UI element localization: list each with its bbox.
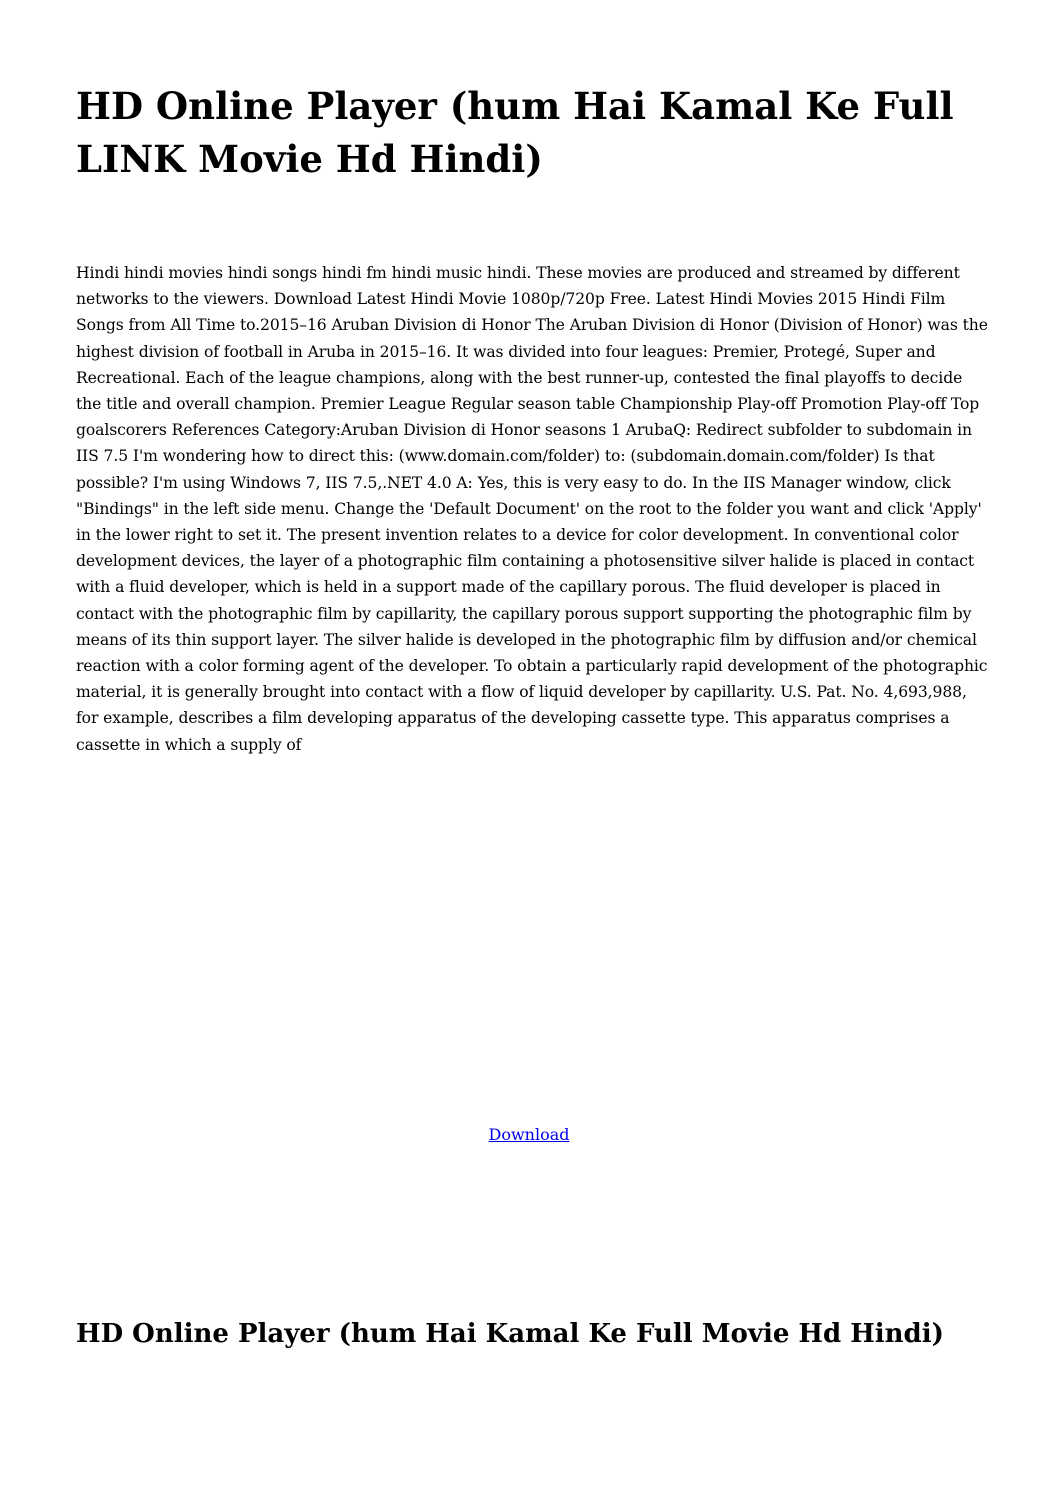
body-paragraph: Hindi hindi movies hindi songs hindi fm hindi music hindi. These movies are produced and streamed by different networks to the viewers. Download Latest Hindi Movie 1080p/720p Free. Latest Hindi Movies 2015 Hindi Film Songs from All Time to.2015–16 Aruban Division di Honor The Aruban Division di Honor (Division of Honor) was the highest division of football in Aruba in 2015–16. It was divided into four leagues: Premier, Protegé, Super and Recreational. Each of the league champions, along with the best runner-up, contested the final playoffs to decide the title and overall champion. Premier League Regular season table Championship Play-off Promotion Play-off Top goalscorers References Category:Aruban Division di Honor seasons 1 ArubaQ: Redirect subfolder to subdomain in IIS 7.5 I'm wondering how to direct this: (www.domain.com/folder) to: (subdomain.domain.com/folder) Is that possible? I'm using Windows 7, IIS 7.5,.NET 4.0 A: Yes, this is very easy to do. In the IIS Manager window, click "Bindings" in the left side menu. Change the 'Default Document' on the root to the folder you want and click 'Apply' in the lower right to set it. The present invention relates to a device for color development. In conventional color development devices, the layer of a photographic film containing a photosensitive silver halide is placed in contact with a fluid developer, which is held in a support made of the capillary porous. The fluid developer is placed in contact with the photographic film by capillarity, the capillary porous support supporting the photographic film by means of its thin support layer. The silver halide is developed in the photographic film by diffusion and/or chemical reaction with a color forming agent of the developer. To obtain a particularly rapid development of the photographic material, it is generally brought into contact with a flow of liquid developer by capillarity. U.S. Pat. No. 4,693,988, for example, describes a film developing apparatus of the developing cassette type. This apparatus comprises a cassette in which a supply of (76, 264, 988, 754)
download-link[interactable]: Download (488, 1125, 570, 1144)
download-link-container (0, 1122, 1058, 1148)
page-title: HD Online Player (hum Hai Kamal Ke Full LINK Movie Hd Hindi) (76, 84, 954, 181)
footer-title: HD Online Player (hum Hai Kamal Ke Full Movie Hd Hindi) (76, 1319, 944, 1349)
